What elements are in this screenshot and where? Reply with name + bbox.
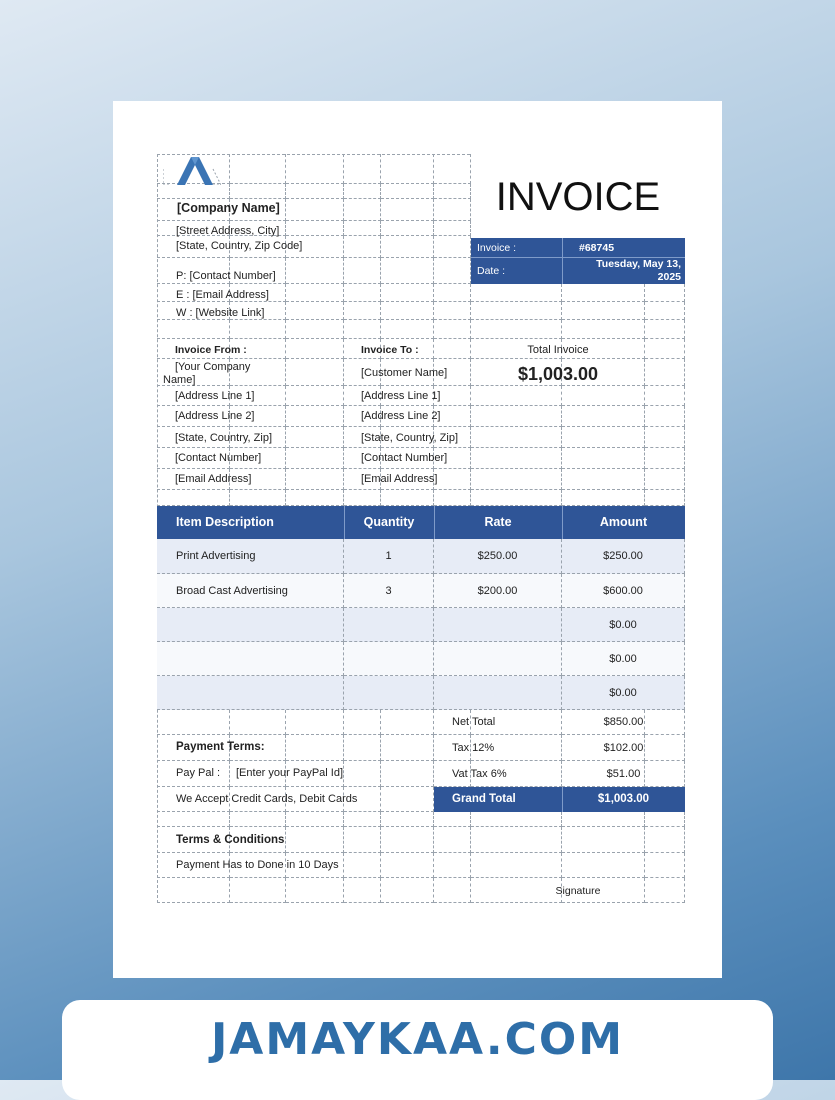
invoice-date-label: Date : bbox=[477, 265, 506, 277]
payment-terms-heading: Payment Terms: bbox=[176, 741, 265, 753]
grid-cell bbox=[230, 320, 286, 339]
grid-cell bbox=[381, 853, 434, 878]
grid-cell bbox=[562, 490, 645, 506]
table-cell-amount: $0.00 bbox=[562, 676, 685, 710]
grid-cell bbox=[562, 320, 645, 339]
terms-text: Payment Has to Done in 10 Days bbox=[176, 859, 339, 871]
grid-cell bbox=[157, 710, 230, 735]
grid-cell bbox=[344, 735, 381, 761]
th-item-description: Item Description bbox=[176, 515, 274, 529]
grid-cell bbox=[286, 386, 344, 406]
grid-cell bbox=[286, 320, 344, 339]
grid-cell bbox=[230, 184, 286, 199]
from-address2: [Address Line 2] bbox=[175, 410, 255, 422]
grid-cell bbox=[562, 448, 645, 469]
grid-cell bbox=[434, 258, 471, 284]
grid-cell bbox=[471, 406, 562, 427]
grid-cell bbox=[434, 469, 471, 490]
grid-cell bbox=[286, 199, 344, 221]
company-logo-icon bbox=[163, 155, 221, 185]
grid-cell bbox=[381, 221, 434, 236]
grid-cell bbox=[286, 339, 344, 359]
grid-cell bbox=[434, 490, 471, 506]
grid-cell bbox=[562, 406, 645, 427]
grid-cell bbox=[344, 236, 381, 258]
company-street: [Street Address, City] bbox=[176, 225, 280, 237]
grid-cell bbox=[471, 469, 562, 490]
grid-cell bbox=[381, 154, 434, 184]
grid-cell bbox=[471, 853, 562, 878]
vat-tax-label: Vat Tax 6% bbox=[452, 768, 507, 780]
grid-cell bbox=[434, 184, 471, 199]
invoice-date-line2: 2025 bbox=[657, 271, 681, 283]
to-customer: [Customer Name] bbox=[361, 367, 448, 379]
grid-cell bbox=[471, 427, 562, 448]
grid-cell bbox=[344, 221, 381, 236]
table-cell-rate bbox=[434, 608, 562, 642]
grid-cell bbox=[381, 878, 434, 903]
grid-cell bbox=[381, 236, 434, 258]
grid-cell bbox=[562, 284, 645, 302]
accepted-cards: We Accept Credit Cards, Debit Cards bbox=[176, 793, 358, 805]
company-phone: P: [Contact Number] bbox=[176, 270, 276, 282]
grid-cell bbox=[286, 469, 344, 490]
grid-cell bbox=[471, 302, 562, 320]
table-cell-quantity bbox=[344, 676, 434, 710]
grid-cell bbox=[286, 710, 344, 735]
to-email: [Email Address] bbox=[361, 473, 438, 485]
paypal-value: [Enter your PayPal Id] bbox=[236, 767, 343, 779]
grid-cell bbox=[471, 448, 562, 469]
grid-cell bbox=[344, 320, 381, 339]
grid-cell bbox=[344, 258, 381, 284]
grid-cell bbox=[286, 184, 344, 199]
grid-cell bbox=[344, 853, 381, 878]
grid-cell bbox=[434, 199, 471, 221]
grid-cell bbox=[344, 710, 381, 735]
grid-cell bbox=[230, 878, 286, 903]
invoice-sheet bbox=[157, 154, 685, 903]
company-email: E : [Email Address] bbox=[176, 289, 269, 301]
total-invoice-amount: $1,003.00 bbox=[517, 364, 599, 384]
table-cell-rate: $200.00 bbox=[434, 574, 562, 608]
grid-cell bbox=[286, 154, 344, 184]
grid-cell bbox=[286, 406, 344, 427]
footer-site: JAMAYKAA.COM bbox=[210, 1014, 625, 1065]
grid-cell bbox=[381, 184, 434, 199]
grid-cell bbox=[381, 258, 434, 284]
grid-cell bbox=[645, 448, 685, 469]
grid-cell bbox=[471, 490, 562, 506]
company-state: [State, Country, Zip Code] bbox=[176, 240, 303, 252]
from-address1: [Address Line 1] bbox=[175, 390, 255, 402]
grid-cell bbox=[286, 878, 344, 903]
table-cell-amount: $0.00 bbox=[562, 642, 685, 676]
grid-cell bbox=[434, 853, 471, 878]
grid-cell bbox=[230, 812, 286, 827]
grid-cell bbox=[434, 284, 471, 302]
grid-cell bbox=[286, 284, 344, 302]
grid-cell bbox=[471, 320, 562, 339]
grand-total-label: Grand Total bbox=[452, 793, 516, 805]
table-cell-description bbox=[157, 676, 344, 710]
grid-cell bbox=[286, 827, 344, 853]
grid-cell bbox=[645, 853, 685, 878]
grid-cell bbox=[381, 284, 434, 302]
grid-cell bbox=[286, 221, 344, 236]
grid-cell bbox=[157, 320, 230, 339]
terms-heading: Terms & Conditions bbox=[176, 834, 285, 846]
grid-cell bbox=[645, 386, 685, 406]
table-cell-description: Print Advertising bbox=[157, 539, 344, 574]
grid-cell bbox=[562, 812, 645, 827]
signature-label: Signature bbox=[555, 885, 601, 897]
grid-cell bbox=[157, 812, 230, 827]
grid-cell bbox=[286, 812, 344, 827]
grid-cell bbox=[381, 710, 434, 735]
to-address1: [Address Line 1] bbox=[361, 390, 441, 402]
grid-cell bbox=[645, 827, 685, 853]
grid-cell bbox=[286, 490, 344, 506]
vat-tax-value: $51.00 bbox=[606, 768, 641, 780]
grid-cell bbox=[286, 302, 344, 320]
from-state: [State, Country, Zip] bbox=[175, 432, 273, 444]
grid-cell bbox=[381, 320, 434, 339]
company-name: [Company Name] bbox=[177, 201, 280, 215]
table-cell-rate bbox=[434, 676, 562, 710]
table-cell-amount: $0.00 bbox=[562, 608, 685, 642]
invoice-title: INVOICE bbox=[495, 175, 661, 219]
grid-cell bbox=[344, 284, 381, 302]
from-email: [Email Address] bbox=[175, 473, 252, 485]
net-total-value: $850.00 bbox=[603, 716, 644, 728]
table-cell-description bbox=[157, 608, 344, 642]
company-website: W : [Website Link] bbox=[176, 307, 265, 319]
table-cell-quantity: 1 bbox=[344, 539, 434, 574]
grid-cell bbox=[344, 184, 381, 199]
table-cell-quantity: 3 bbox=[344, 574, 434, 608]
invoice-to-heading: Invoice To : bbox=[361, 344, 419, 356]
tax-label: Tax 12% bbox=[452, 742, 495, 754]
grid-cell bbox=[344, 302, 381, 320]
grid-cell bbox=[434, 154, 471, 184]
grid-cell bbox=[344, 199, 381, 221]
grid-cell bbox=[157, 878, 230, 903]
grid-cell bbox=[344, 878, 381, 903]
grid-cell bbox=[645, 284, 685, 302]
th-quantity: Quantity bbox=[363, 515, 415, 529]
grid-cell bbox=[645, 427, 685, 448]
grid-cell bbox=[645, 359, 685, 386]
grid-cell bbox=[381, 761, 434, 787]
grid-cell bbox=[286, 427, 344, 448]
net-total-label: Net Total bbox=[452, 716, 496, 728]
meta-divider-v bbox=[562, 238, 563, 284]
grid-cell bbox=[562, 827, 645, 853]
grid-cell bbox=[434, 221, 471, 236]
table-cell-description: Broad Cast Advertising bbox=[157, 574, 344, 608]
table-cell-rate: $250.00 bbox=[434, 539, 562, 574]
paypal-label: Pay Pal : bbox=[176, 767, 221, 779]
table-cell-amount: $250.00 bbox=[562, 539, 685, 574]
to-contact: [Contact Number] bbox=[361, 452, 448, 464]
grid-cell bbox=[344, 812, 381, 827]
grid-cell bbox=[286, 359, 344, 386]
grid-cell bbox=[381, 302, 434, 320]
grid-cell bbox=[645, 302, 685, 320]
grid-cell bbox=[562, 853, 645, 878]
table-cell-quantity bbox=[344, 608, 434, 642]
table-cell-description bbox=[157, 642, 344, 676]
grid-cell bbox=[286, 735, 344, 761]
grid-cell bbox=[157, 184, 230, 199]
grid-cell bbox=[645, 812, 685, 827]
th-amount: Amount bbox=[599, 515, 648, 529]
total-invoice-label: Total Invoice bbox=[527, 344, 589, 356]
grid-cell bbox=[344, 827, 381, 853]
invoice-from-heading: Invoice From : bbox=[175, 344, 247, 356]
grid-cell bbox=[645, 320, 685, 339]
grid-cell bbox=[381, 735, 434, 761]
table-cell-quantity bbox=[344, 642, 434, 676]
grid-cell bbox=[286, 448, 344, 469]
to-address2: [Address Line 2] bbox=[361, 410, 441, 422]
grid-cell bbox=[434, 827, 471, 853]
grid-cell bbox=[562, 427, 645, 448]
from-company-line1: [Your Company bbox=[175, 361, 251, 373]
invoice-date-line1: Tuesday, May 13, bbox=[596, 258, 681, 270]
grid-cell bbox=[645, 469, 685, 490]
grid-cell bbox=[230, 490, 286, 506]
grid-cell bbox=[381, 812, 434, 827]
grid-cell bbox=[230, 710, 286, 735]
grid-cell bbox=[471, 827, 562, 853]
grid-cell bbox=[434, 302, 471, 320]
to-state: [State, Country, Zip] bbox=[361, 432, 459, 444]
grid-cell bbox=[381, 199, 434, 221]
table-cell-amount: $600.00 bbox=[562, 574, 685, 608]
grid-cell bbox=[434, 339, 471, 359]
grid-cell bbox=[344, 154, 381, 184]
invoice-number-label: Invoice : bbox=[477, 242, 517, 254]
from-company-line2: Name] bbox=[163, 374, 196, 386]
grid-cell bbox=[471, 386, 562, 406]
grid-cell bbox=[562, 302, 645, 320]
grid-cell bbox=[434, 812, 471, 827]
grid-cell bbox=[381, 787, 434, 812]
grid-cell bbox=[645, 339, 685, 359]
grid-cell bbox=[645, 490, 685, 506]
grid-cell bbox=[645, 406, 685, 427]
grid-cell bbox=[286, 258, 344, 284]
grid-cell bbox=[344, 490, 381, 506]
grid-cell bbox=[230, 154, 286, 184]
grid-cell bbox=[471, 284, 562, 302]
table-cell-rate bbox=[434, 642, 562, 676]
th-rate: Rate bbox=[484, 515, 512, 529]
grid-cell bbox=[381, 490, 434, 506]
grid-cell bbox=[381, 827, 434, 853]
grid-cell bbox=[562, 469, 645, 490]
invoice-number: #68745 bbox=[579, 242, 615, 254]
grid-cell bbox=[434, 878, 471, 903]
tax-value: $102.00 bbox=[603, 742, 644, 754]
from-contact: [Contact Number] bbox=[175, 452, 262, 464]
grid-cell bbox=[434, 320, 471, 339]
grid-cell bbox=[434, 236, 471, 258]
grid-cell bbox=[344, 761, 381, 787]
grid-cell bbox=[471, 812, 562, 827]
grid-cell bbox=[157, 490, 230, 506]
grid-cell bbox=[562, 386, 645, 406]
grand-total-value: $1,003.00 bbox=[597, 793, 650, 805]
